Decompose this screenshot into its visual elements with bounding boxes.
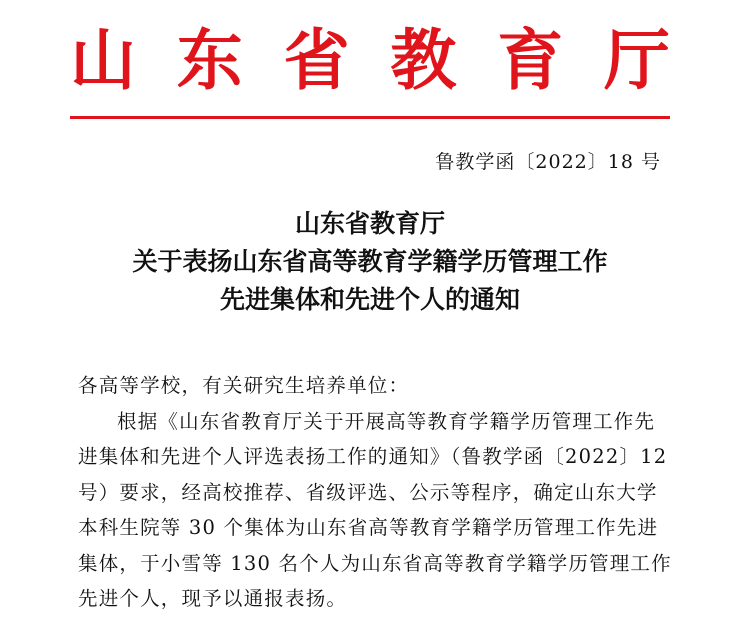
notice-title [60,205,680,319]
notice-title-line: 关于表扬山东省高等教育学籍学历管理工作 [132,247,608,276]
heading-char: 东 [176,21,243,99]
heading-char: 山 [70,21,136,99]
paragraph-line: 号）要求，经高校推荐、省级评选、公示等程序，确定山东大学 [78,480,658,504]
paragraph-line: 本科生院等 30 个集体为山东省高等教育学籍学历管理工作先进 [78,516,659,539]
heading-char: 教 [390,21,457,99]
salutation: 各高等学校，有关研究生培养单位： [78,374,410,397]
paragraph-line: 进集体和先进个人评选表扬工作的通知》（鲁教学函〔2022〕12 [78,445,668,468]
heading-char: 省 [283,21,350,99]
paragraph-line: 集体，于小雪等 130 名个人为山东省高等教育学籍学历管理工作 [78,551,672,575]
issuing-authority-heading [70,20,670,100]
paragraph-line: 根据《山东省教育厅关于开展高等教育学籍学历管理工作先 [117,409,656,433]
document-number: 鲁教学函〔2022〕18 号 [435,151,661,173]
notice-body [78,368,672,617]
notice-title-line: 山东省教育厅 [294,209,445,238]
paragraph-line: 先进个人，现予以通报表扬。 [78,587,348,610]
notice-title-line: 先进集体和先进个人的通知 [219,285,520,314]
heading-char: 厅 [603,21,670,99]
red-divider-line [70,116,670,119]
heading-char: 育 [497,21,564,99]
